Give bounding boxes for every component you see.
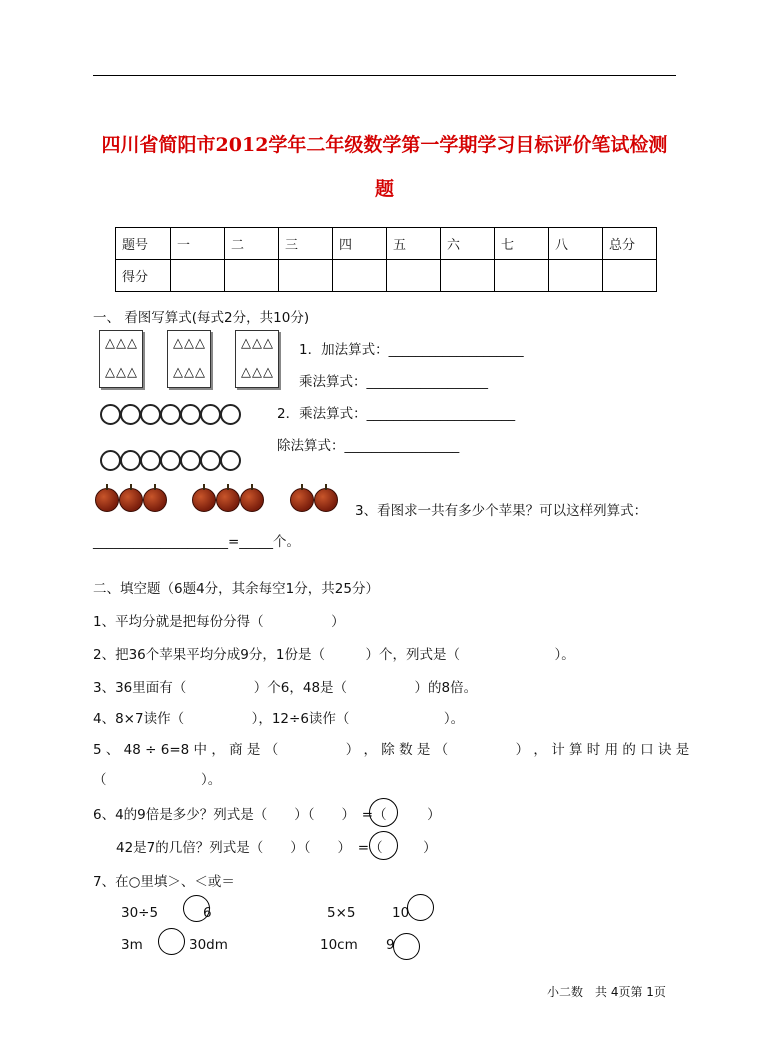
section2-heading: 二、填空题（6题4分，其余每空1分，共25分） xyxy=(93,581,379,597)
circle-icon xyxy=(180,404,201,425)
page-footer: 小二数 共 4页第 1页 xyxy=(547,985,666,999)
circle-icon xyxy=(120,450,141,471)
table-cell: 七 xyxy=(495,228,549,260)
q1-add-line: 1．加法算式：____________________ xyxy=(299,342,524,358)
score-table xyxy=(115,227,657,292)
apple-icon xyxy=(95,488,119,512)
fill-q5-line1: 5 、 48 ÷ 6=8 中 ， 商 是 （ ） ， 除 数 是 （ ） ， 计 算 时 用 的 口 诀 是 xyxy=(93,742,690,758)
circle-icon xyxy=(140,404,161,425)
document-title: 四川省简阳市2012学年二年级数学第一学期学习目标评价笔试检测 xyxy=(101,134,668,156)
circle-icon xyxy=(180,450,201,471)
fill-q6-line1: 6、4的9倍是多少？列式是（ ）（ ） =（ ） xyxy=(93,807,441,823)
score-cell[interactable] xyxy=(387,260,441,292)
table-cell: 得分 xyxy=(116,260,171,292)
fill-q3: 3、36里面有（ ）个6，48是（ ）的8倍。 xyxy=(93,680,478,696)
circle-icon xyxy=(200,450,221,471)
triangle-box xyxy=(99,330,143,388)
operator-circle[interactable] xyxy=(369,831,398,860)
q3-text: 3、看图求一共有多少个苹果？可以这样列算式： xyxy=(355,503,648,519)
q3-answer-line: ____________________=_____个。 xyxy=(93,534,301,550)
compare-circle[interactable] xyxy=(407,894,434,921)
compare-left: 5×5 xyxy=(327,905,356,921)
compare-right: 10 xyxy=(392,905,410,921)
table-cell: 二 xyxy=(225,228,279,260)
operator-circle[interactable] xyxy=(369,798,398,827)
apple-icon xyxy=(143,488,167,512)
circle-icon xyxy=(200,404,221,425)
q1-mul-line: 乘法算式：__________________ xyxy=(299,374,488,390)
circle-icon xyxy=(220,450,241,471)
score-cell[interactable] xyxy=(171,260,225,292)
triangle-icons: △△△ xyxy=(241,365,274,380)
table-cell: 四 xyxy=(333,228,387,260)
fill-q1: 1、平均分就是把每份分得（ ） xyxy=(93,614,345,630)
fill-q2: 2、把36个苹果平均分成9分，1份是（ ）个，列式是（ ）。 xyxy=(93,647,575,663)
circle-icon xyxy=(220,404,241,425)
compare-circle[interactable] xyxy=(393,933,420,960)
document-title-continued: 题 xyxy=(374,178,394,200)
compare-left: 30÷5 xyxy=(121,905,159,921)
compare-right: 9 xyxy=(386,937,395,953)
score-cell[interactable] xyxy=(279,260,333,292)
triangle-box xyxy=(167,330,211,388)
table-cell: 总分 xyxy=(603,228,657,260)
circle-icon xyxy=(100,404,121,425)
score-cell[interactable] xyxy=(603,260,657,292)
compare-right: 30dm xyxy=(189,937,228,953)
score-cell[interactable] xyxy=(333,260,387,292)
apple-icon xyxy=(192,488,216,512)
fill-q5-line2: （ ）。 xyxy=(93,772,222,788)
top-rule xyxy=(93,75,676,76)
circle-icon xyxy=(160,450,181,471)
apple-icon xyxy=(314,488,338,512)
q2-div-line: 除法算式：_________________ xyxy=(277,438,460,454)
table-cell: 八 xyxy=(549,228,603,260)
compare-right: 6 xyxy=(203,905,212,921)
circle-icon xyxy=(160,404,181,425)
table-cell: 一 xyxy=(171,228,225,260)
score-cell[interactable] xyxy=(549,260,603,292)
compare-left: 3m xyxy=(121,937,143,953)
table-row xyxy=(116,228,657,260)
apple-icon xyxy=(240,488,264,512)
circle-icon xyxy=(140,450,161,471)
circle-icon xyxy=(100,450,121,471)
apple-icon xyxy=(119,488,143,512)
table-cell: 五 xyxy=(387,228,441,260)
triangle-box xyxy=(235,330,279,388)
triangle-icons: △△△ xyxy=(173,336,206,351)
q2-mul-line: 2．乘法算式：______________________ xyxy=(277,406,516,422)
apple-icon xyxy=(290,488,314,512)
triangle-icons: △△△ xyxy=(105,365,138,380)
compare-circle[interactable] xyxy=(158,928,185,955)
table-cell: 题号 xyxy=(116,228,171,260)
fill-q6-line2: 42是7的几倍？列式是（ ）（ ） =（ ） xyxy=(116,840,437,856)
score-cell[interactable] xyxy=(441,260,495,292)
triangle-icons: △△△ xyxy=(173,365,206,380)
section1-heading: 一、 看图写算式(每式2分，共10分) xyxy=(93,310,310,326)
circle-icon xyxy=(120,404,141,425)
triangle-icons: △△△ xyxy=(241,336,274,351)
apple-icon xyxy=(216,488,240,512)
triangle-icons: △△△ xyxy=(105,336,138,351)
compare-left: 10cm xyxy=(320,937,358,953)
table-row xyxy=(116,260,657,292)
table-cell: 六 xyxy=(441,228,495,260)
fill-q7: 7、在○里填＞、＜或＝ xyxy=(93,874,235,890)
score-cell[interactable] xyxy=(225,260,279,292)
fill-q4: 4、8×7读作（ ），12÷6读作（ ）。 xyxy=(93,711,465,727)
table-cell: 三 xyxy=(279,228,333,260)
score-cell[interactable] xyxy=(495,260,549,292)
